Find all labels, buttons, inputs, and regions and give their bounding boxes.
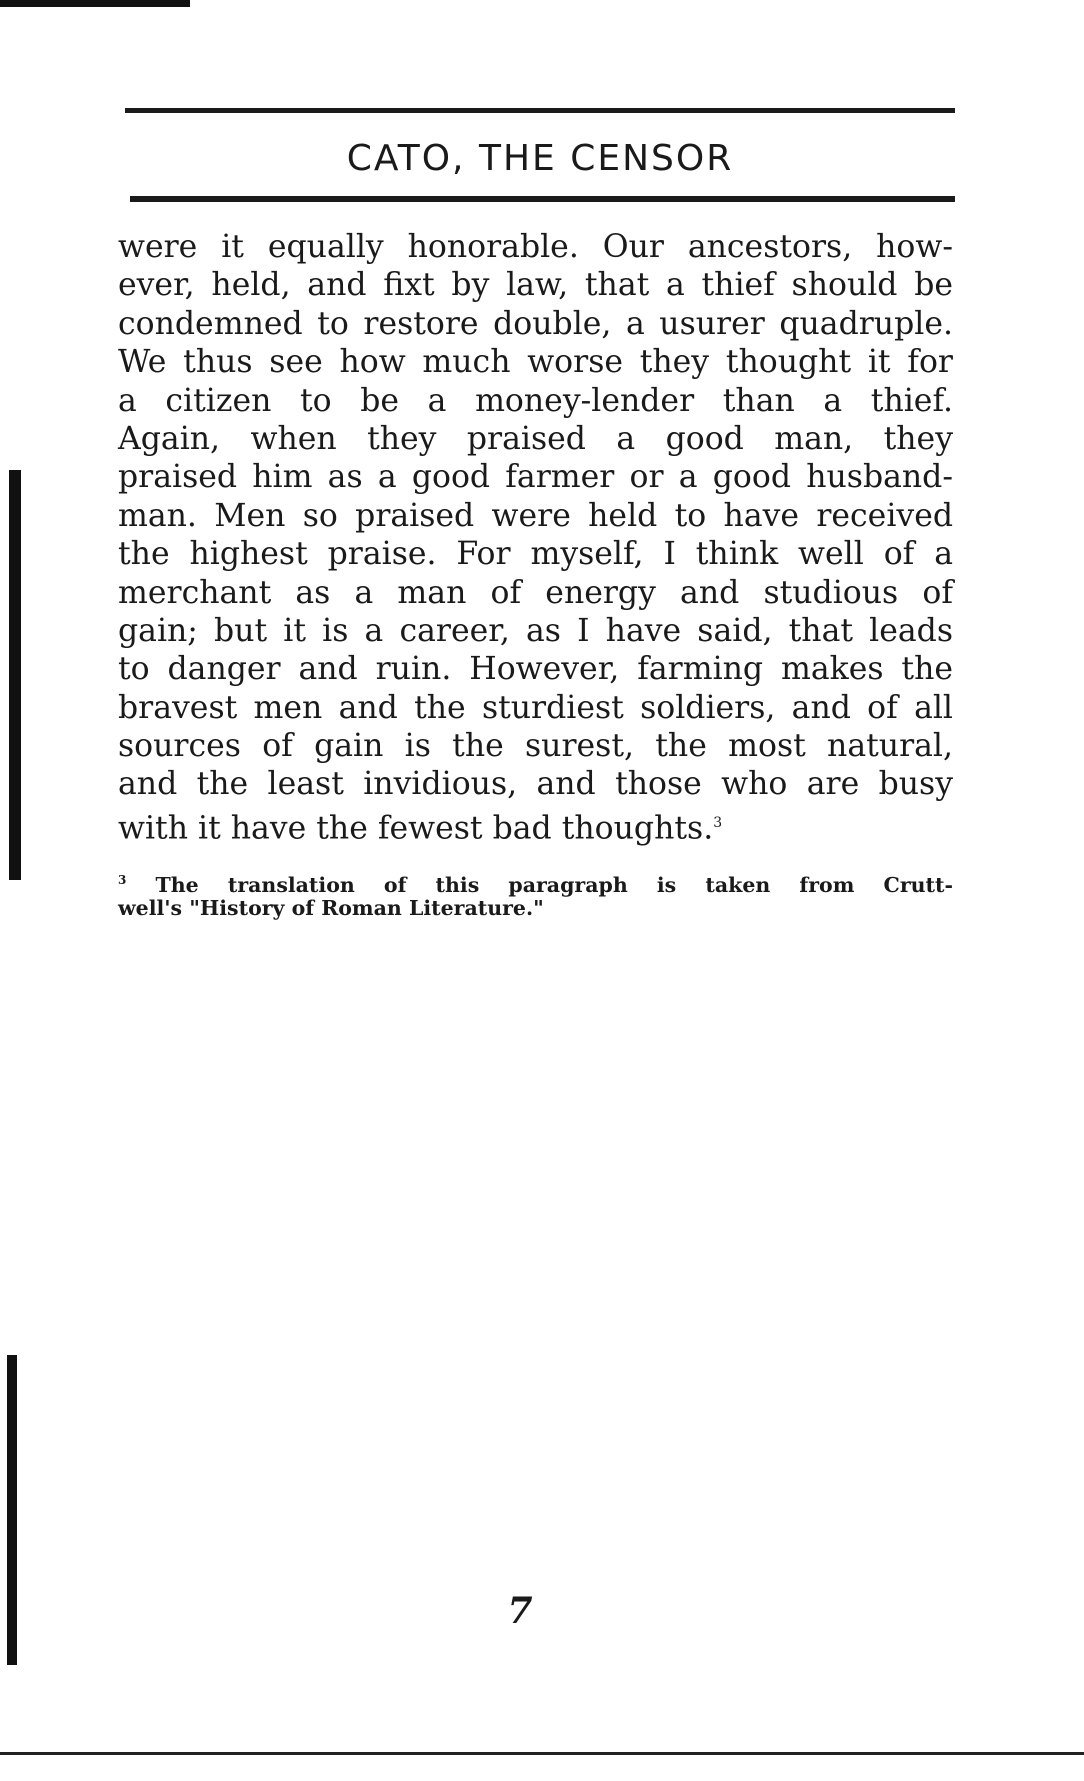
scan-edge-left-upper: [9, 470, 21, 880]
text-line-last-content: with it have the fewest bad thoughts.: [118, 810, 714, 847]
text-line: merchant as a man of energy and studious of: [118, 574, 953, 611]
scan-edge-top: [0, 0, 190, 7]
text-line-last: [118, 804, 953, 847]
text-line: gain; but it is a career, as I have said, that leads: [118, 612, 953, 649]
footnote-text-1: The translation of this paragraph is taken from Crutt-: [155, 872, 954, 897]
scan-edge-left-lower: [7, 1355, 17, 1665]
footnote: [118, 866, 953, 922]
text-line: were it equally honorable. Our ancestors, how-: [118, 229, 953, 265]
body-paragraph: [118, 228, 953, 847]
text-line: and the least invidious, and those who are busy: [118, 766, 953, 803]
text-line: a citizen to be a money-lender than a thief.: [118, 382, 953, 419]
text-line: to danger and ruin. However, farming makes the: [118, 651, 953, 688]
running-head: CATO, THE CENSOR: [346, 138, 734, 179]
text-line: Again, when they praised a good man, they: [118, 420, 953, 457]
header-rule-bottom: [130, 196, 955, 202]
footnote-reference[interactable]: 3: [713, 814, 723, 831]
text-line: bravest men and the sturdiest soldiers, and of all: [118, 689, 953, 726]
footnote-marker: 3: [118, 873, 127, 887]
scan-edge-bottom: [0, 1752, 1084, 1755]
footnote-line-1: [118, 866, 954, 897]
header-rule-top: [125, 108, 955, 113]
footnote-line-2: well's "History of Roman Literature.": [118, 896, 544, 920]
text-line: man. Men so praised were held to have received: [118, 497, 953, 534]
text-line: praised him as a good farmer or a good husband-: [118, 459, 953, 496]
text-line: the highest praise. For myself, I think well of a: [118, 536, 953, 573]
text-line: condemned to restore double, a usurer quadruple.: [118, 305, 953, 342]
page-number: 7: [507, 1590, 533, 1632]
text-line: We thus see how much worse they thought it for: [118, 344, 953, 381]
text-line: ever, held, and fixt by law, that a thief should be: [118, 267, 953, 304]
text-line: sources of gain is the surest, the most natural,: [118, 728, 953, 765]
